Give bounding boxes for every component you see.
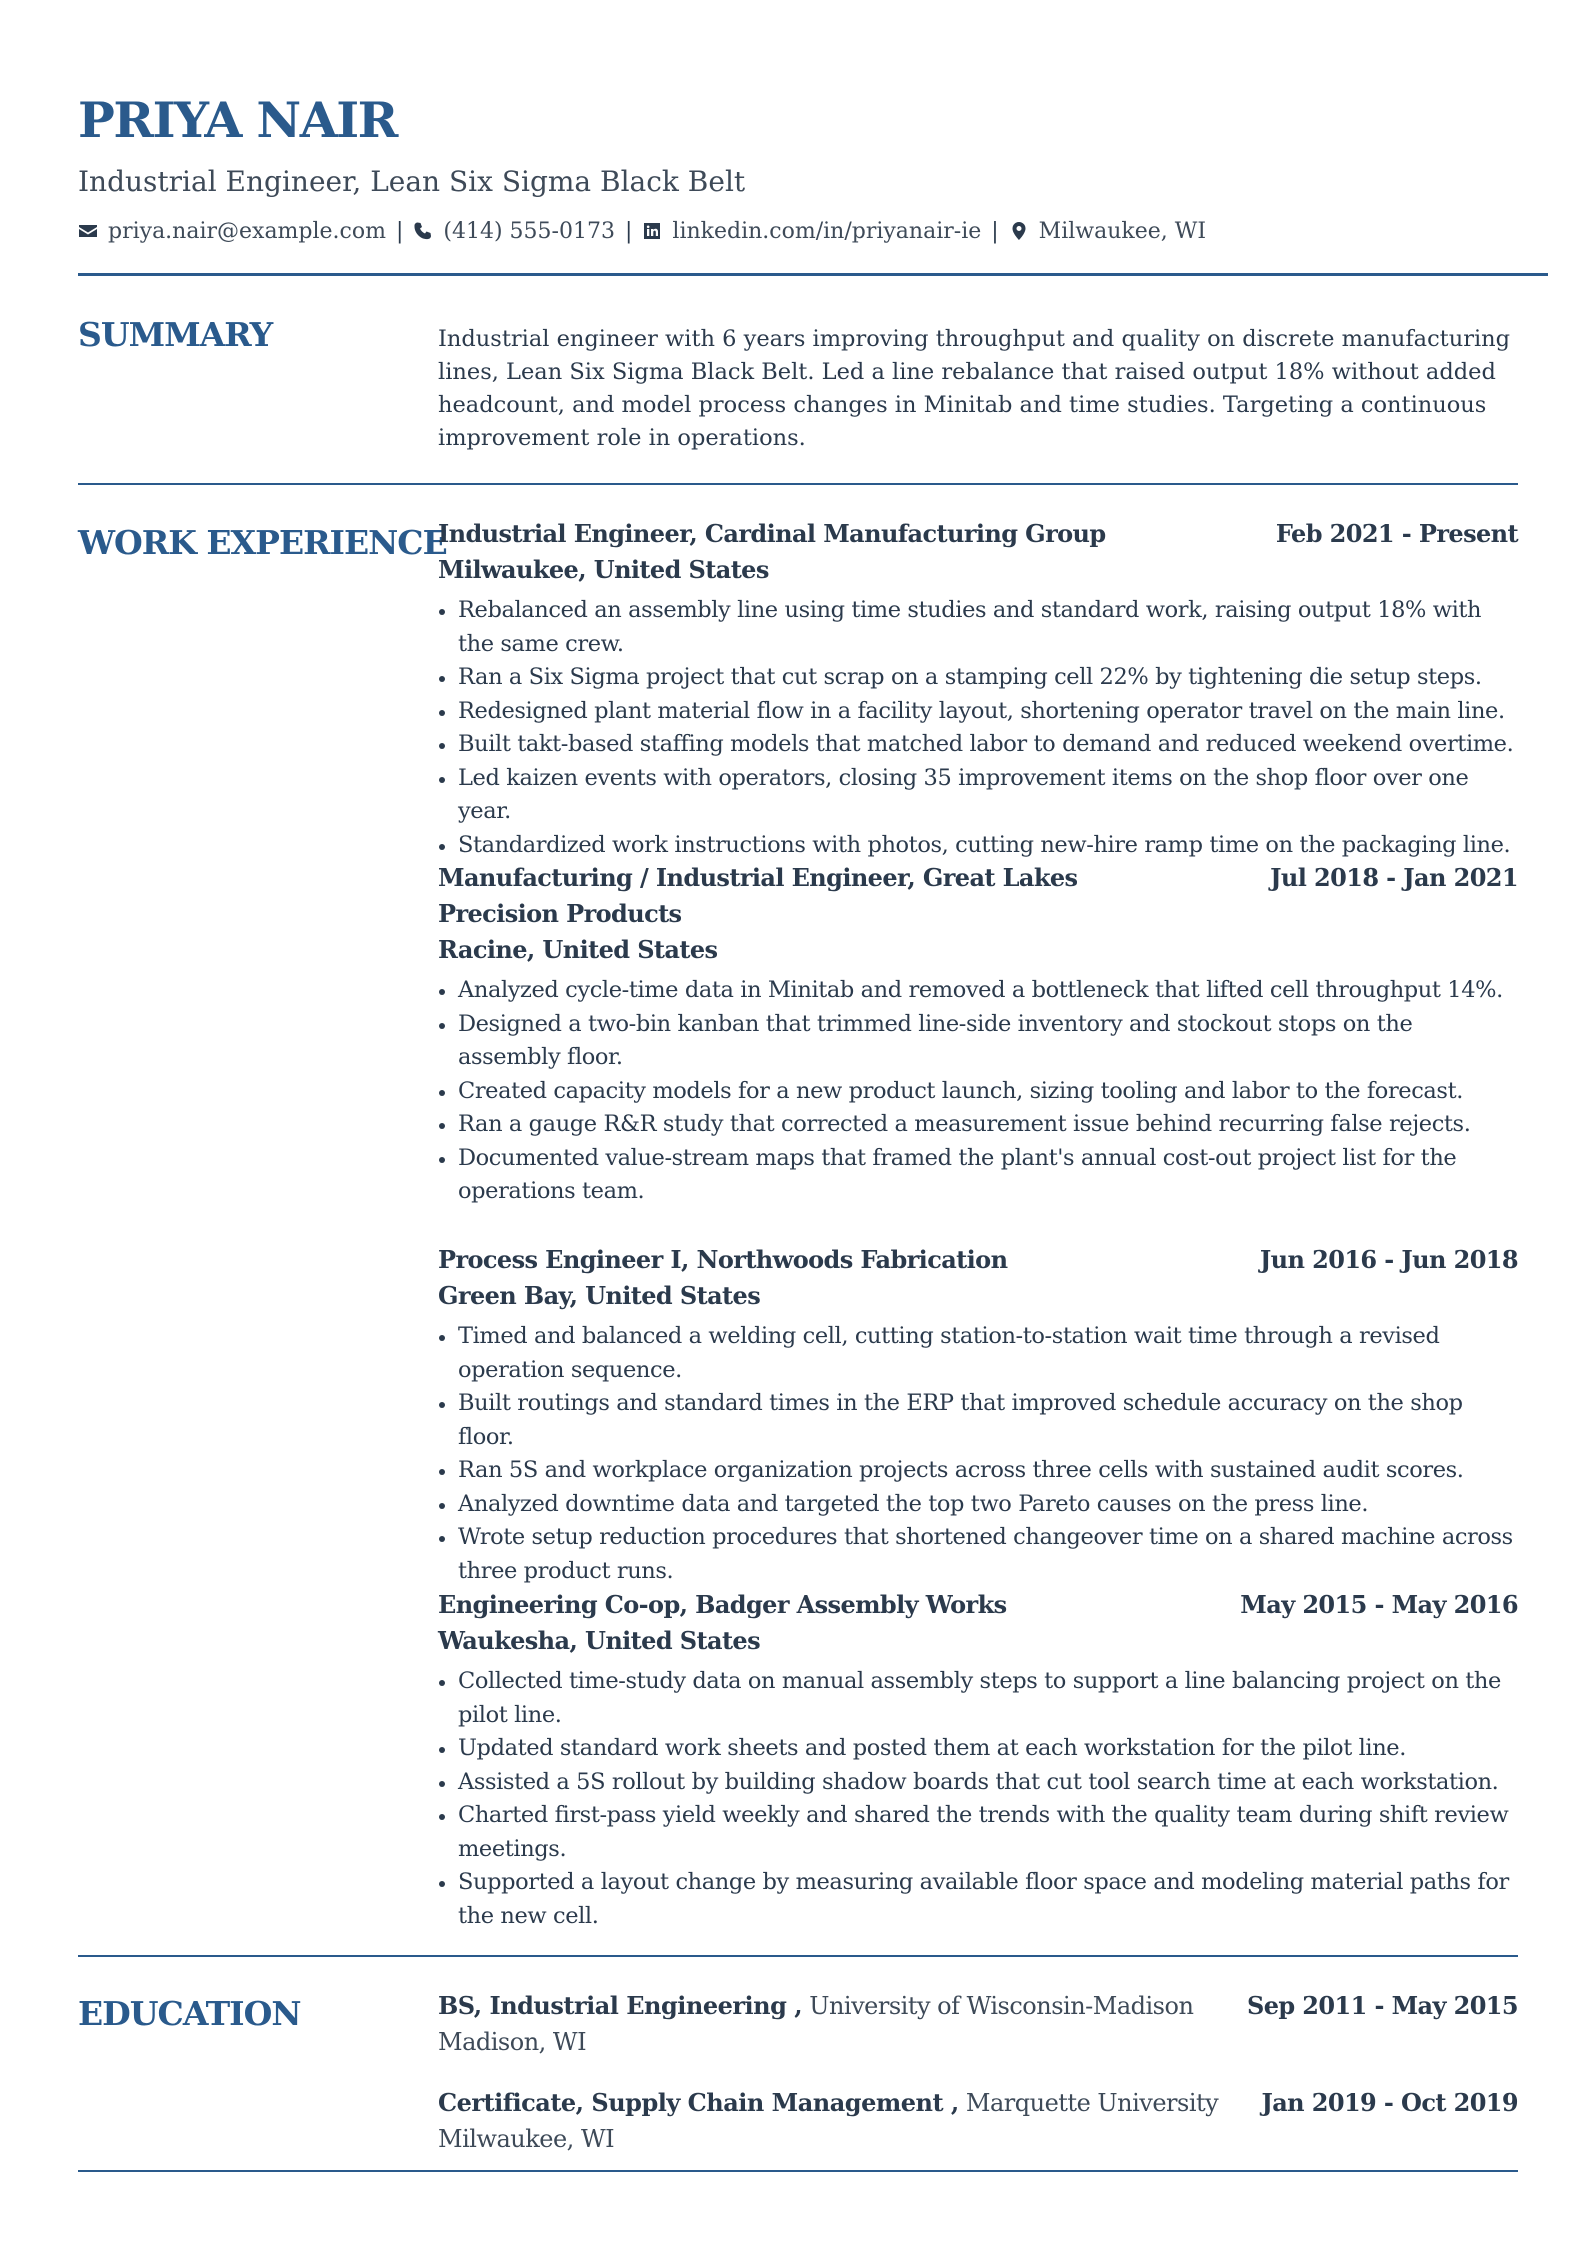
candidate-tagline: Industrial Engineer, Lean Six Sigma Black Belt (78, 165, 746, 198)
education-location: Milwaukee, WI (438, 2125, 615, 2153)
job-entry (438, 1587, 1518, 1933)
job-bullet: Led kaizen events with operators, closing 35 improvement items on the shop floor over one year. (458, 762, 1518, 829)
job-location: Waukesha, United States (438, 1626, 761, 1655)
job-title: Engineering Co-op, Badger Assembly Works (438, 1590, 1007, 1619)
summary-heading: SUMMARY (78, 315, 273, 354)
contact-email[interactable] (78, 219, 386, 244)
contact-separator: | (991, 218, 999, 244)
job-bullet: Updated standard work sheets and posted them at each workstation for the pilot line. (458, 1732, 1518, 1766)
contact-bar (78, 214, 1206, 248)
contact-linkedin[interactable] (642, 219, 981, 244)
job-bullet: Documented value-stream maps that framed the plant's annual cost-out project list for the operations team. (458, 1142, 1518, 1209)
job-bullet: Built takt-based staffing models that matched labor to demand and reduced weekend overtime. (458, 728, 1518, 762)
education-entry (438, 1988, 1518, 2060)
job-bullet: Wrote setup reduction procedures that shortened changeover time on a shared machine across three product runs. (458, 1521, 1518, 1588)
job-bullets (438, 1665, 1518, 1933)
job-bullets (438, 1320, 1518, 1588)
job-bullet: Timed and balanced a welding cell, cutting station-to-station wait time through a revised operation sequence. (458, 1320, 1518, 1387)
job-bullet: Collected time-study data on manual assembly steps to support a line balancing project on the pilot line. (458, 1665, 1518, 1732)
contact-location (1009, 219, 1206, 244)
job-title: Process Engineer I, Northwoods Fabrication (438, 1245, 1008, 1274)
job-bullet: Created capacity models for a new product launch, sizing tooling and labor to the forecast. (458, 1075, 1518, 1109)
email-text: priya.nair@example.com (108, 218, 386, 244)
education-degree: Certificate, Supply Chain Management , (438, 2088, 959, 2117)
summary-text: Industrial engineer with 6 years improving throughput and quality on discrete manufacturing lines, Lean Six Sigma Black Belt. Led a line rebalance that raised output 18% without added headcount, and model process changes in Minitab and time studies. Targeting a continuous improvement role in operations. (438, 326, 1511, 451)
job-bullet: Analyzed cycle-time data in Minitab and removed a bottleneck that lifted cell throughput 14%. (458, 974, 1518, 1008)
contact-phone[interactable] (413, 219, 615, 244)
job-bullet: Analyzed downtime data and targeted the top two Pareto causes on the press line. (458, 1488, 1518, 1522)
education-location: Madison, WI (438, 2028, 587, 2056)
job-dates: Jul 2018 - Jan 2021 (1270, 863, 1518, 892)
job-dates: May 2015 - May 2016 (1240, 1590, 1518, 1619)
education-school: University of Wisconsin-Madison (809, 1992, 1194, 2020)
job-bullet: Designed a two-bin kanban that trimmed line-side inventory and stockout stops on the assembly floor. (458, 1008, 1518, 1075)
envelope-icon (78, 221, 98, 241)
location-text: Milwaukee, WI (1038, 218, 1207, 244)
map-pin-icon (1009, 221, 1029, 241)
job-bullet: Standardized work instructions with photos, cutting new-hire ramp time on the packaging line. (458, 829, 1518, 863)
job-title: Industrial Engineer, Cardinal Manufacturing Group (438, 519, 1106, 548)
job-dates: Feb 2021 - Present (1275, 519, 1518, 548)
contact-separator: | (624, 218, 633, 244)
candidate-name: PRIYA NAIR (78, 91, 397, 149)
job-bullet: Rebalanced an assembly line using time studies and standard work, raising output 18% with the same crew. (458, 594, 1518, 661)
job-bullet: Assisted a 5S rollout by building shadow boards that cut tool search time at each workstation. (458, 1766, 1518, 1800)
phone-icon (413, 221, 433, 241)
job-bullet: Charted first-pass yield weekly and shared the trends with the quality team during shift review meetings. (458, 1799, 1518, 1866)
experience-heading: WORK EXPERIENCE (78, 523, 447, 562)
job-title: Manufacturing / Industrial Engineer, Great Lakes Precision Products (438, 863, 1078, 928)
job-bullet: Supported a layout change by measuring available floor space and modeling material paths for the new cell. (458, 1866, 1518, 1933)
job-bullet: Redesigned plant material flow in a facility layout, shortening operator travel on the main line. (458, 695, 1518, 729)
job-dates: Jun 2016 - Jun 2018 (1259, 1245, 1518, 1274)
job-bullet: Ran a Six Sigma project that cut scrap on a stamping cell 22% by tightening die setup steps. (458, 661, 1518, 695)
linkedin-text: linkedin.com/in/priyanair-ie (672, 218, 982, 244)
job-location: Racine, United States (438, 935, 718, 964)
job-entry (438, 1242, 1518, 1588)
section-divider (78, 2170, 1518, 2172)
job-bullets (438, 594, 1518, 862)
contact-separator: | (395, 218, 404, 244)
education-school: Marquette University (965, 2089, 1219, 2117)
education-heading: EDUCATION (78, 1994, 301, 2033)
job-location: Milwaukee, United States (438, 555, 769, 584)
education-dates: Jan 2019 - Oct 2019 (1261, 2088, 1518, 2117)
summary-content (438, 323, 1518, 455)
job-bullet: Ran a gauge R&R study that corrected a measurement issue behind recurring false rejects. (458, 1108, 1518, 1142)
linkedin-icon (642, 221, 662, 241)
education-entry (438, 2085, 1518, 2157)
job-location: Green Bay, United States (438, 1281, 761, 1310)
education-dates: Sep 2011 - May 2015 (1246, 1991, 1518, 2020)
section-divider (78, 1955, 1518, 1957)
header-divider (78, 273, 1548, 276)
job-bullets (438, 974, 1518, 1209)
job-entry (438, 860, 1518, 1209)
job-entry (438, 516, 1518, 862)
education-degree: BS, Industrial Engineering , (438, 1991, 803, 2020)
job-bullet: Ran 5S and workplace organization projects across three cells with sustained audit scores. (458, 1454, 1518, 1488)
phone-text: (414) 555-0173 (443, 218, 615, 244)
section-divider (78, 483, 1518, 485)
job-bullet: Built routings and standard times in the ERP that improved schedule accuracy on the shop floor. (458, 1387, 1518, 1454)
